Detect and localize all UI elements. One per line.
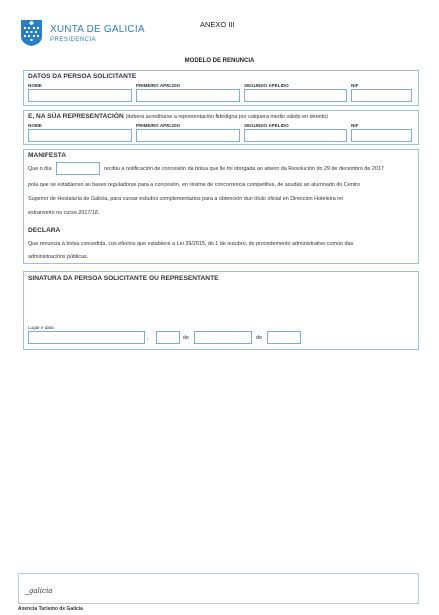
notification-date-field[interactable] xyxy=(56,162,100,175)
declara-line-2: administracións públicas. xyxy=(28,254,89,260)
year-field[interactable] xyxy=(267,331,301,344)
manifesta-prefix: Que o día xyxy=(28,166,52,172)
applicant-section xyxy=(23,70,419,106)
representative-section-title xyxy=(28,113,328,120)
applicant-name-label: NOME xyxy=(28,83,42,88)
applicant-surname1-field[interactable] xyxy=(136,89,240,102)
applicant-nif-field[interactable] xyxy=(351,89,412,102)
representative-section xyxy=(23,110,419,145)
xunta-brand-text: XUNTA DE GALICIA xyxy=(50,24,145,35)
representative-title-text: E, NA SÚA REPRESENTACIÓN xyxy=(28,113,124,120)
xunta-shield-icon xyxy=(20,19,43,47)
manifesta-section xyxy=(23,149,419,264)
day-field[interactable] xyxy=(156,331,180,344)
applicant-nif-label: NIF xyxy=(351,83,359,88)
manifesta-line-3: Superior de Hostalaría de Galicia, para cursar estudos complementarios para a obtención dun título oficial en Dirección Hoteleira no xyxy=(28,196,344,202)
representative-surname2-field[interactable] xyxy=(244,129,347,142)
manifesta-line-2: pola que se establecen as bases reguladoras para a concesión, en réxime de concorrencia competitiva, de axudas ao alumnado do Centro xyxy=(28,182,361,188)
representative-nif-label: NIF xyxy=(351,123,359,128)
signature-title: SINATURA DA PERSOA SOLICITANTE OU REPRESENTANTE xyxy=(28,275,219,282)
xunta-sub-text: PRESIDENCIA xyxy=(50,37,97,43)
representative-name-label: NOME xyxy=(28,123,42,128)
declara-line-1: Que renuncia á bolsa concedida, cos efectos que establece a Lei 39/2015, do 1 de outubro, do procedemento administrativo común das xyxy=(28,241,354,247)
representative-surname2-label: SEGUNDO APELIDO xyxy=(244,123,289,128)
de-separator-1: de xyxy=(183,335,189,341)
footer-logo-box xyxy=(18,573,419,604)
signature-section xyxy=(23,271,419,350)
annex-label: ANEXO III xyxy=(200,20,235,29)
applicant-surname1-label: PRIMEIRO APELIDO xyxy=(136,83,181,88)
representative-surname1-label: PRIMEIRO APELIDO xyxy=(136,123,181,128)
manifesta-title: MANIFESTA xyxy=(28,152,66,159)
comma-separator: , xyxy=(147,335,149,341)
place-date-label: Lugar e data xyxy=(28,325,54,330)
applicant-surname2-label: SEGUNDO APELIDO xyxy=(244,83,289,88)
de-separator-2: de xyxy=(256,335,262,341)
declara-title: DECLARA xyxy=(28,227,61,234)
representative-nif-field[interactable] xyxy=(351,129,412,142)
place-field[interactable] xyxy=(28,331,145,344)
representative-note: (deberá acreditarse a representación fidedigna por calquera medio válido en dereito) xyxy=(125,114,328,120)
applicant-name-field[interactable] xyxy=(28,89,132,102)
manifesta-line-4: estranxeiro no curso 2017/18. xyxy=(28,210,100,216)
representative-name-field[interactable] xyxy=(28,129,132,142)
applicant-surname2-field[interactable] xyxy=(244,89,347,102)
form-title: MODELO DE RENUNCIA xyxy=(184,58,255,64)
agency-name: Axencia Turismo de Galicia xyxy=(18,606,83,612)
month-field[interactable] xyxy=(194,331,252,344)
galicia-logo-mark: _ xyxy=(25,588,29,595)
representative-surname1-field[interactable] xyxy=(136,129,240,142)
manifesta-line-1: recibiu a notificación de concesión da bolsa que lle foi otorgada ao abeiro da Resolución do 29 de decembro de 2017 xyxy=(104,166,384,172)
galicia-logo-text: galicia xyxy=(28,587,53,595)
galicia-logo xyxy=(25,580,52,598)
applicant-section-title: DATOS DA PERSOA SOLICITANTE xyxy=(28,73,137,80)
xunta-logo xyxy=(20,19,145,49)
